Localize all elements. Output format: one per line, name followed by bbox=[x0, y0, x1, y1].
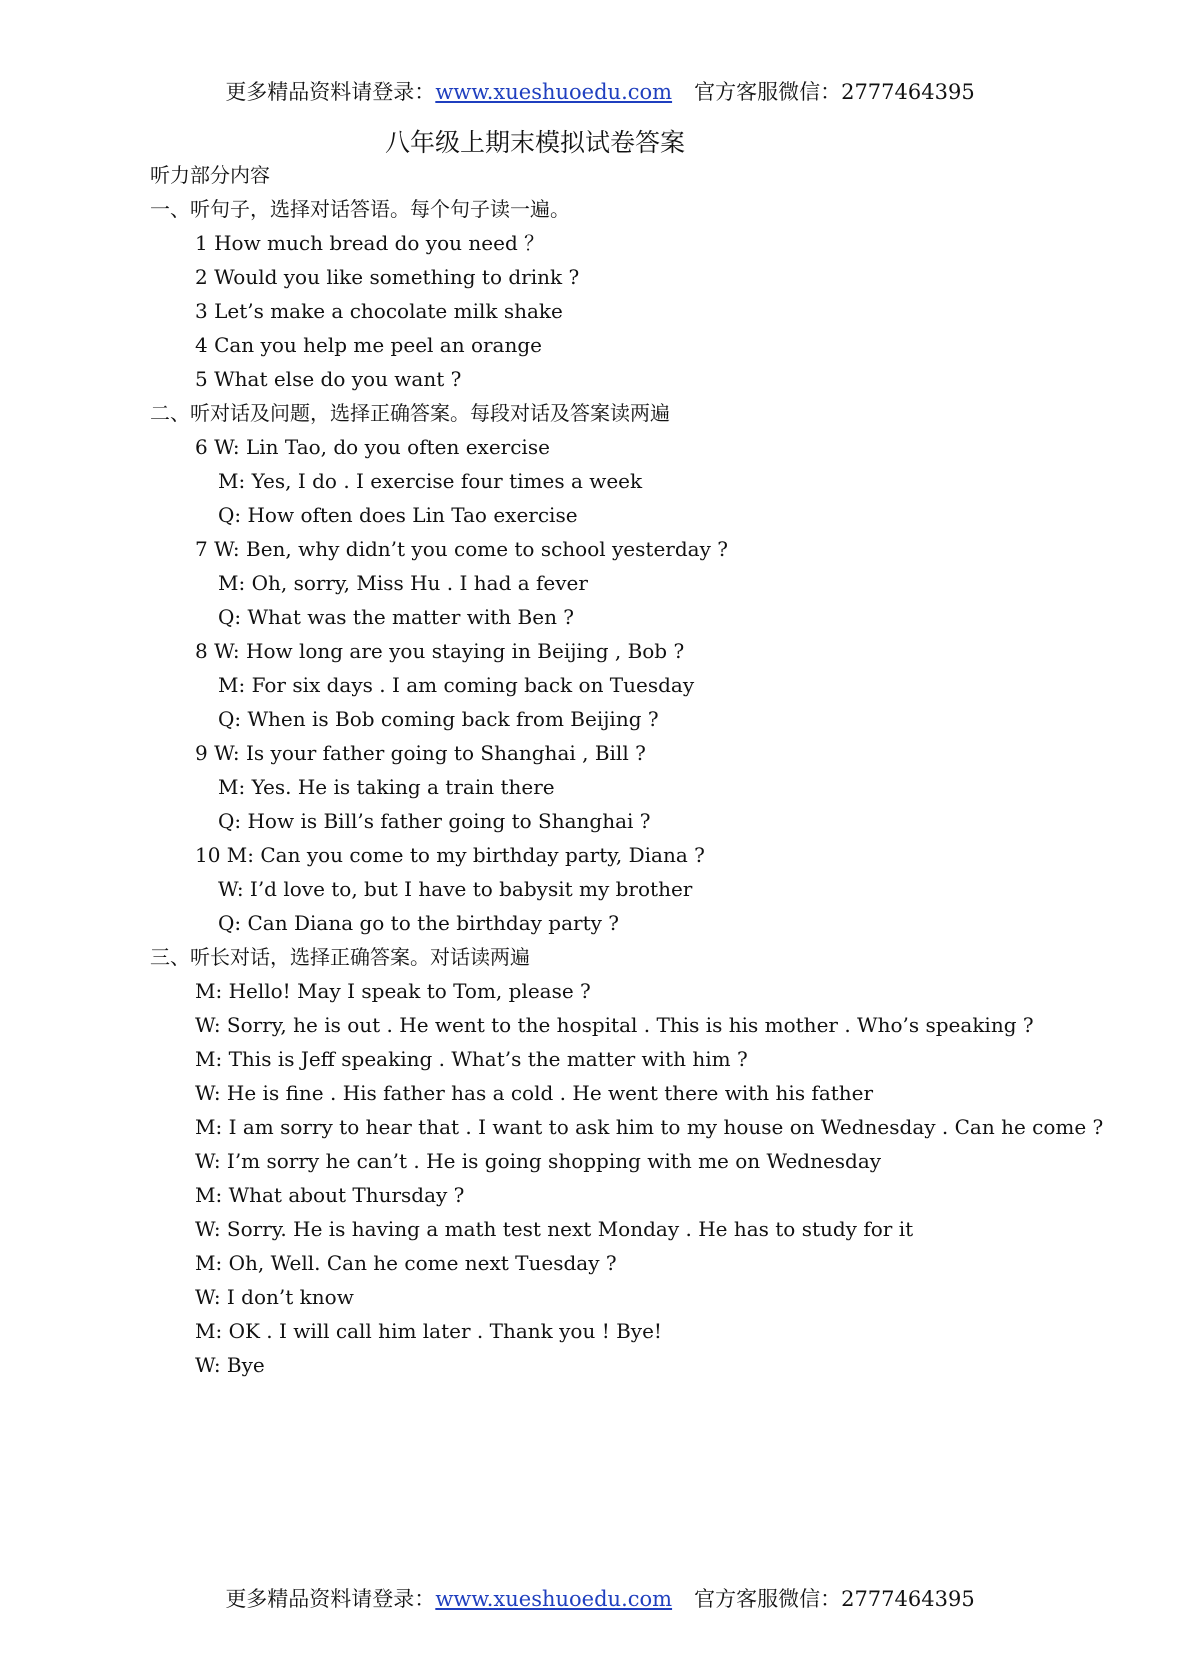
dialogue-line: W: I’m sorry he can’t . He is going shopping with me on Wednesday bbox=[195, 1149, 882, 1173]
page-title: 八年级上期末模拟试卷答案 bbox=[384, 128, 685, 157]
footer-link[interactable]: www.xueshuoedu.com bbox=[435, 1587, 673, 1611]
header-link[interactable]: www.xueshuoedu.com bbox=[435, 80, 673, 104]
dialogue-line: W: Sorry. He is having a math test next Monday . He has to study for it bbox=[195, 1217, 914, 1241]
q8-line: 8 W: How long are you staying in Beijing , Bob ? bbox=[195, 639, 685, 663]
dialogue-line: M: Oh, Well. Can he come next Tuesday ? bbox=[195, 1251, 617, 1275]
header-prefix: 更多精品资料请登录： bbox=[225, 80, 436, 104]
q7-line: 7 W: Ben, why didn’t you come to school yesterday ? bbox=[195, 537, 728, 561]
part2-heading: 二、听对话及问题，选择正确答案。每段对话及答案读两遍 bbox=[150, 401, 670, 425]
dialogue-line: W: Bye bbox=[195, 1353, 265, 1377]
dialogue-line: M: I am sorry to hear that . I want to ask him to my house on Wednesday . Can he come ? bbox=[195, 1115, 1104, 1139]
q9-line: M: Yes. He is taking a train there bbox=[218, 775, 555, 799]
dialogue-line: M: Hello! May I speak to Tom, please ? bbox=[195, 979, 591, 1003]
header-banner bbox=[0, 77, 1200, 107]
list-item: 4 Can you help me peel an orange bbox=[195, 333, 542, 357]
q6-line: M: Yes, I do . I exercise four times a week bbox=[218, 469, 643, 493]
dialogue-line: M: OK . I will call him later . Thank you ! Bye! bbox=[195, 1319, 662, 1343]
dialogue-line: M: What about Thursday ? bbox=[195, 1183, 465, 1207]
q9-line: 9 W: Is your father going to Shanghai , Bill ? bbox=[195, 741, 646, 765]
q10-line: 10 M: Can you come to my birthday party, Diana ? bbox=[195, 843, 705, 867]
dialogue-line: W: I don’t know bbox=[195, 1285, 354, 1309]
dialogue-line: W: Sorry, he is out . He went to the hospital . This is his mother . Who’s speaking ? bbox=[195, 1013, 1034, 1037]
q6-line: 6 W: Lin Tao, do you often exercise bbox=[195, 435, 550, 459]
part1-heading: 一、听句子，选择对话答语。每个句子读一遍。 bbox=[150, 197, 570, 221]
q9-line: Q: How is Bill’s father going to Shanghai ? bbox=[218, 809, 651, 833]
list-item: 5 What else do you want ? bbox=[195, 367, 462, 391]
q7-line: Q: What was the matter with Ben ? bbox=[218, 605, 575, 629]
q7-line: M: Oh, sorry, Miss Hu . I had a fever bbox=[218, 571, 588, 595]
footer-wechat: 官方客服微信：2777464395 bbox=[694, 1587, 975, 1611]
list-item: 1 How much bread do you need ？ bbox=[195, 231, 545, 255]
footer-banner bbox=[0, 1584, 1200, 1614]
q8-line: M: For six days . I am coming back on Tuesday bbox=[218, 673, 695, 697]
list-item: 2 Would you like something to drink ? bbox=[195, 265, 580, 289]
list-item: 3 Let’s make a chocolate milk shake bbox=[195, 299, 563, 323]
part3-heading: 三、听长对话，选择正确答案。对话读两遍 bbox=[150, 945, 530, 969]
dialogue-line: W: He is fine . His father has a cold . He went there with his father bbox=[195, 1081, 874, 1105]
dialogue-line: M: This is Jeff speaking . What’s the matter with him ? bbox=[195, 1047, 748, 1071]
q10-line: Q: Can Diana go to the birthday party ? bbox=[218, 911, 619, 935]
header-wechat: 官方客服微信：2777464395 bbox=[694, 80, 975, 104]
q10-line: W: I’d love to, but I have to babysit my brother bbox=[218, 877, 693, 901]
section-label: 听力部分内容 bbox=[150, 163, 270, 187]
document-body bbox=[150, 158, 1150, 1382]
q6-line: Q: How often does Lin Tao exercise bbox=[218, 503, 578, 527]
footer-prefix: 更多精品资料请登录： bbox=[225, 1587, 436, 1611]
q8-line: Q: When is Bob coming back from Beijing ? bbox=[218, 707, 659, 731]
